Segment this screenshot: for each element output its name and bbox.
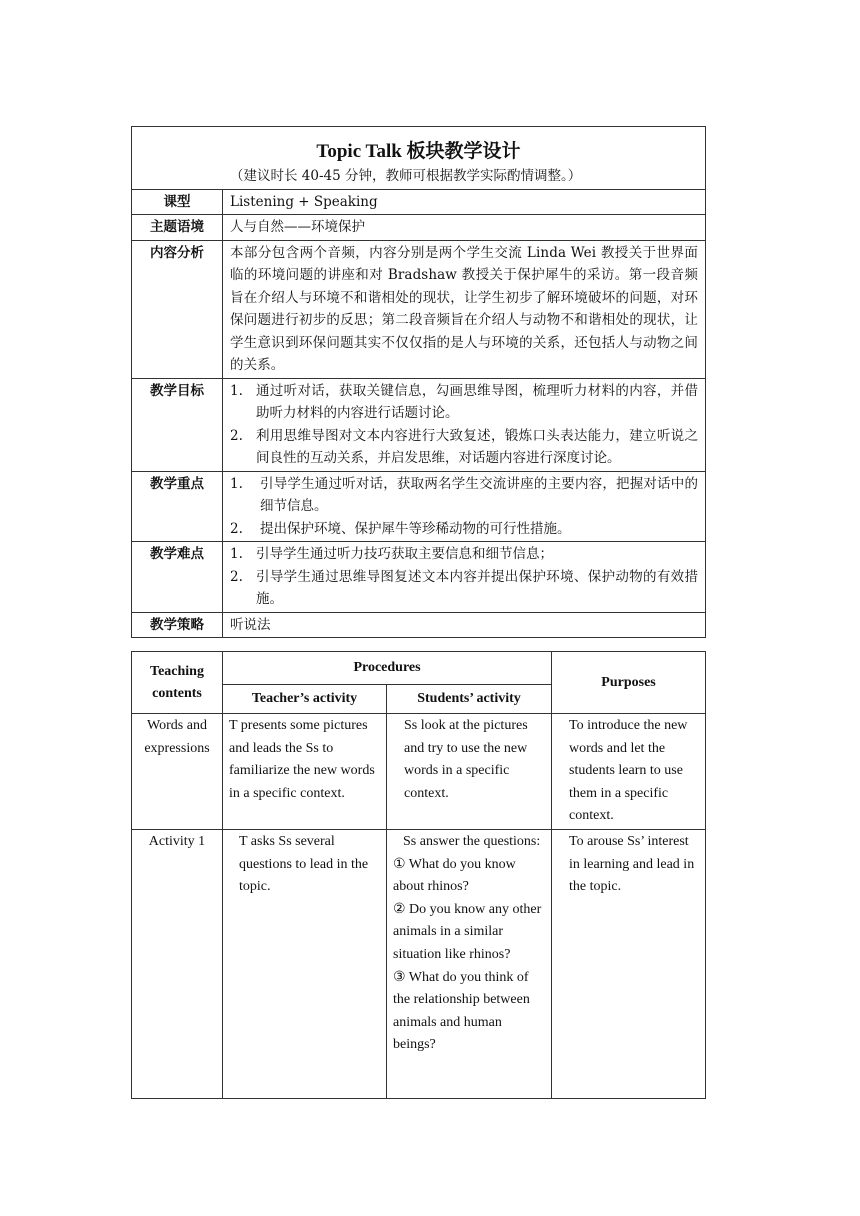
row-teaching-focus — [132, 471, 706, 542]
row-teaching-objectives — [132, 378, 706, 471]
list-item: 2. 引导学生通过思维导图复述文本内容并提出保护环境、保护动物的有效措施。 — [230, 568, 698, 607]
course-type-label: 课型 — [132, 189, 223, 215]
purpose-cell: To introduce the new words and let the students learn to use them in a specific context. — [552, 714, 706, 830]
table-row — [132, 829, 706, 1098]
list-item: 1. 引导学生通过听对话，获取两名学生交流讲座的主要内容，把握对话中的细节信息。 — [230, 475, 698, 514]
students-intro: Ss answer the questions: — [403, 833, 541, 849]
teaching-focus-list — [230, 473, 698, 541]
list-item: 2. 提出保护环境、保护犀牛等珍稀动物的可行性措施。 — [230, 520, 571, 537]
list-item: 2. 利用思维导图对文本内容进行大致复述，锻炼口头表达能力，建立听说之间良性的互动关系，并启发思维，对话题内容进行深度讨论。 — [230, 427, 698, 466]
content-analysis-value: 本部分包含两个音频，内容分别是两个学生交流 Linda Wei 教授关于世界面临的环境问题的讲座和对 Bradshaw 教授关于保护犀牛的采访。第一段音频旨在介绍人与环境不和谐相处的现状，让学生初步了解环境破坏的问题，对环保问题进行初步的反思；第二段音频旨在介绍人与动物不和谐相处的现状，让学生意识到环保问题其实不仅仅指的是人与环境的关系，还包括人与动物之间的关系。 — [223, 240, 706, 378]
purpose-cell: To arouse Ss’ interest in learning and lead in the topic. — [552, 829, 706, 1098]
teaching-focus-label: 教学重点 — [132, 471, 223, 542]
teaching-difficulties-label: 教学难点 — [132, 542, 223, 613]
question-3: ③ What do you think of the relationship between animals and human beings? — [393, 969, 530, 1053]
teaching-strategy-value: 听说法 — [223, 612, 706, 638]
content-cell: Activity 1 — [132, 829, 223, 1098]
row-theme-context — [132, 215, 706, 241]
list-item: 1. 引导学生通过听力技巧获取主要信息和细节信息； — [230, 546, 553, 562]
row-teaching-difficulties — [132, 542, 706, 613]
teaching-difficulties-list — [230, 543, 698, 611]
teaching-contents-header: Teaching contents — [132, 652, 223, 714]
procedures-header: Procedures — [223, 652, 552, 685]
students-activity-header: Students’ activity — [387, 685, 552, 714]
theme-context-label: 主题语境 — [132, 215, 223, 241]
theme-context-value: 人与自然——环境保护 — [223, 215, 706, 241]
table-row — [132, 714, 706, 830]
row-course-type — [132, 189, 706, 215]
procedure-table — [131, 651, 706, 1099]
lesson-design-table — [131, 126, 706, 638]
design-title: Topic Talk 板块教学设计 — [132, 127, 706, 166]
students-activity-cell: Ss look at the pictures and try to use the new words in a specific context. — [387, 714, 552, 830]
teaching-strategy-label: 教学策略 — [132, 612, 223, 638]
question-2: ② Do you know any other animals in a similar situation like rhinos? — [393, 901, 542, 962]
design-subtitle: （建议时长 40-45 分钟，教师可根据教学实际酌情调整。） — [132, 165, 706, 189]
row-teaching-strategy — [132, 612, 706, 638]
teaching-objectives-label: 教学目标 — [132, 378, 223, 471]
row-content-analysis — [132, 240, 706, 378]
question-1: ① What do you know about rhinos? — [393, 856, 516, 895]
purposes-header: Purposes — [552, 652, 706, 714]
content-cell: Words and expressions — [132, 714, 223, 830]
teacher-activity-cell: T asks Ss several questions to lead in the topic. — [223, 829, 387, 1098]
course-type-value: Listening + Speaking — [223, 189, 706, 215]
teachers-activity-header: Teacher’s activity — [223, 685, 387, 714]
teacher-activity-cell: T presents some pictures and leads the Ss to familiarize the new words in a specific context. — [223, 714, 387, 830]
teaching-objectives-list — [230, 380, 698, 470]
students-activity-cell — [387, 829, 552, 1098]
content-analysis-label: 内容分析 — [132, 240, 223, 378]
list-item: 1. 通过听对话，获取关键信息，勾画思维导图，梳理听力材料的内容，并借助听力材料的内容进行话题讨论。 — [230, 382, 698, 421]
